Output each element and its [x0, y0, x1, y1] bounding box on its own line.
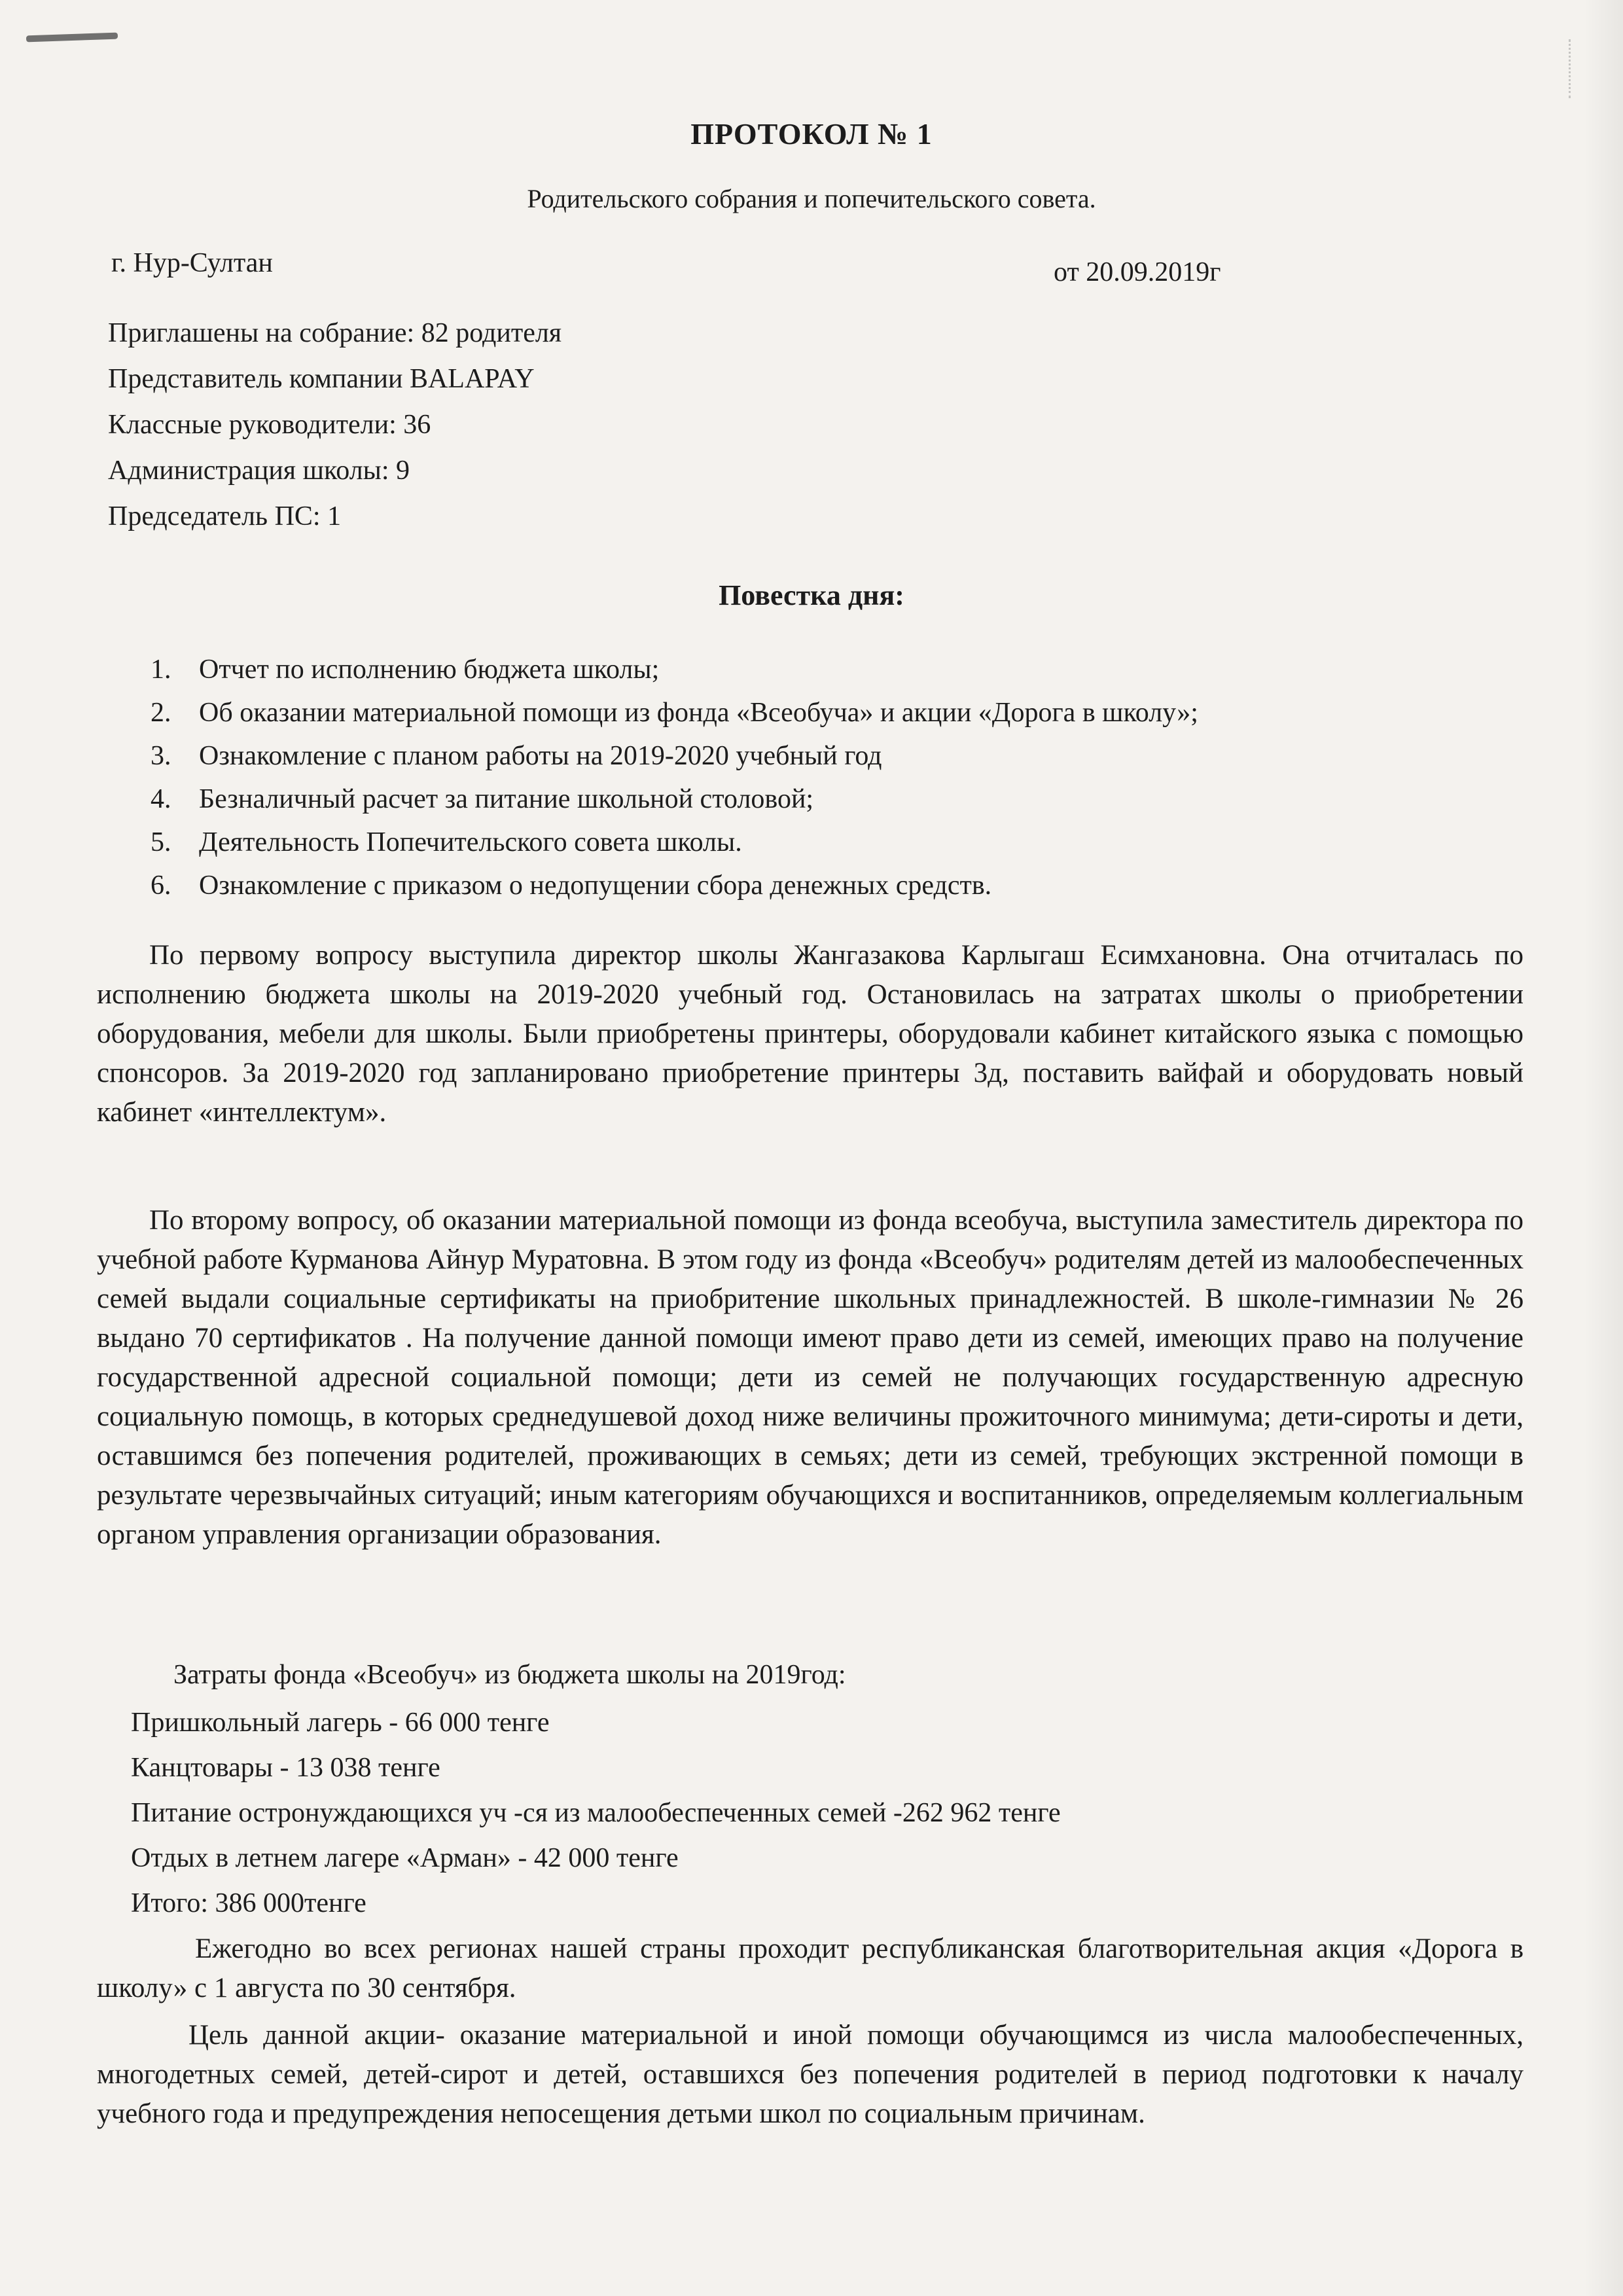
- agenda-item-number: 1.: [151, 655, 171, 685]
- paragraph-text: Цель данной акции- оказание материальной и иной помощи обучающимся из числа малообеспеченных, многодетных семей, детей-сирот и детей, оставшихся без попечения родителей в период подготовки к началу учебного года и предупреждения непосещения детьми школ по социальным причинам.: [97, 2020, 1524, 2129]
- agenda-item-number: 5.: [151, 827, 171, 857]
- agenda-item-number: 3.: [151, 741, 171, 771]
- document-title: ПРОТОКОЛ № 1: [690, 117, 933, 151]
- paragraph-campaign-goal: [97, 2016, 1524, 2134]
- document-subtitle: Родительского собрания и попечительского совета.: [527, 184, 1096, 213]
- agenda-item-number: 2.: [151, 698, 171, 728]
- invited-line: Приглашены на собрание: 82 родителя: [108, 318, 562, 348]
- cost-item: Канцтовары - 13 038 тенге: [131, 1753, 440, 1783]
- invited-line: Председатель ПС: 1: [108, 501, 342, 531]
- agenda-item-number: 6.: [151, 870, 171, 901]
- agenda-item-number: 4.: [151, 784, 171, 814]
- cost-item: Пришкольный лагерь - 66 000 тенге: [131, 1708, 550, 1738]
- agenda-heading: Повестка дня:: [719, 579, 904, 611]
- agenda-item: [151, 691, 1198, 734]
- invited-line: Представитель компании BALAPAY: [108, 364, 535, 394]
- invited-line: Классные руководители: 36: [108, 410, 431, 440]
- agenda-item-text: Об оказании материальной помощи из фонда «Всеобуча» и акции «Дорога в школу»;: [199, 698, 1198, 728]
- paragraph-text: По первому вопросу выступила директор школы Жангазакова Карлыгаш Есимхановна. Она отчиталась по исполнению бюджета школы на 2019-2020 учебный год. Остановилась на затратах школы о приобретении оборудования, мебели для школы. Были приобретены принтеры, оборудовали кабинет китайского языка с помощью спонсоров. За 2019-2020 год запланировано приобретение принтеры 3д, поставить вайфай и оборудовать новый кабинет «интеллектум».: [97, 940, 1524, 1128]
- paragraph-campaign: [97, 1929, 1524, 2008]
- date-label: от 20.09.2019г: [1054, 257, 1221, 287]
- agenda-item-text: Ознакомление с планом работы на 2019-2020 учебный год: [199, 741, 882, 771]
- paragraph-first-question: [97, 936, 1524, 1132]
- costs-heading: Затраты фонда «Всеобуч» из бюджета школы на 2019год:: [173, 1660, 846, 1690]
- agenda-list: [151, 648, 1198, 907]
- city-label: г. Нур-Султан: [111, 248, 273, 278]
- invited-line: Администрация школы: 9: [108, 456, 410, 486]
- costs-list: [131, 1700, 1061, 1926]
- agenda-item: [151, 778, 1198, 821]
- page-edge-shadow: [1584, 0, 1623, 2296]
- paragraph-text: По второму вопросу, об оказании материальной помощи из фонда всеобуча, выступила заместитель директора по учебной работе Курманова Айнур Муратовна. В этом году из фонда «Всеобуч» родителям детей из малообеспеченных семей выдали социальные сертификаты на приобритение школьных принадлежностей. В школе-гимназии № 26 выдано 70 сертификатов . На получение данной помощи имеют право дети из семей, имеющих право на получение государственной адресной социальной помощи; дети из семей не получающих государственную адресную социальную помощь, в которых среднедушевой доход ниже величины прожиточного минимума; дети-сироты и дети, оставшимся без попечения родителей, проживающих в семьях; дети из семей, требующих экстренной помощи в результате черезвычайных ситуаций; иным категориям обучающихся и воспитанников, определяемым коллегиальным органом управления организации образования.: [97, 1205, 1524, 1550]
- agenda-item-text: Деятельность Попечительского совета школы.: [199, 827, 742, 857]
- scan-mark: [26, 33, 118, 43]
- agenda-item-text: Отчет по исполнению бюджета школы;: [199, 655, 660, 685]
- agenda-item: [151, 734, 1198, 778]
- cost-total: Итого: 386 000тенге: [131, 1888, 366, 1918]
- paragraph-text: Ежегодно во всех регионах нашей страны проходит республиканская благотворительная акция «Дорога в школу» с 1 августа по 30 сентября.: [97, 1933, 1524, 2003]
- agenda-item-text: Ознакомление с приказом о недопущении сбора денежных средств.: [199, 870, 992, 901]
- paragraph-second-question: [97, 1201, 1524, 1554]
- cost-item: Отдых в летнем лагере «Арман» - 42 000 тенге: [131, 1843, 679, 1873]
- agenda-item: [151, 864, 1198, 907]
- agenda-item: [151, 648, 1198, 691]
- agenda-item-text: Безналичный расчет за питание школьной столовой;: [199, 784, 814, 814]
- agenda-item: [151, 821, 1198, 864]
- cost-item: Питание остронуждающихся уч -ся из малообеспеченных семей -262 962 тенге: [131, 1798, 1061, 1828]
